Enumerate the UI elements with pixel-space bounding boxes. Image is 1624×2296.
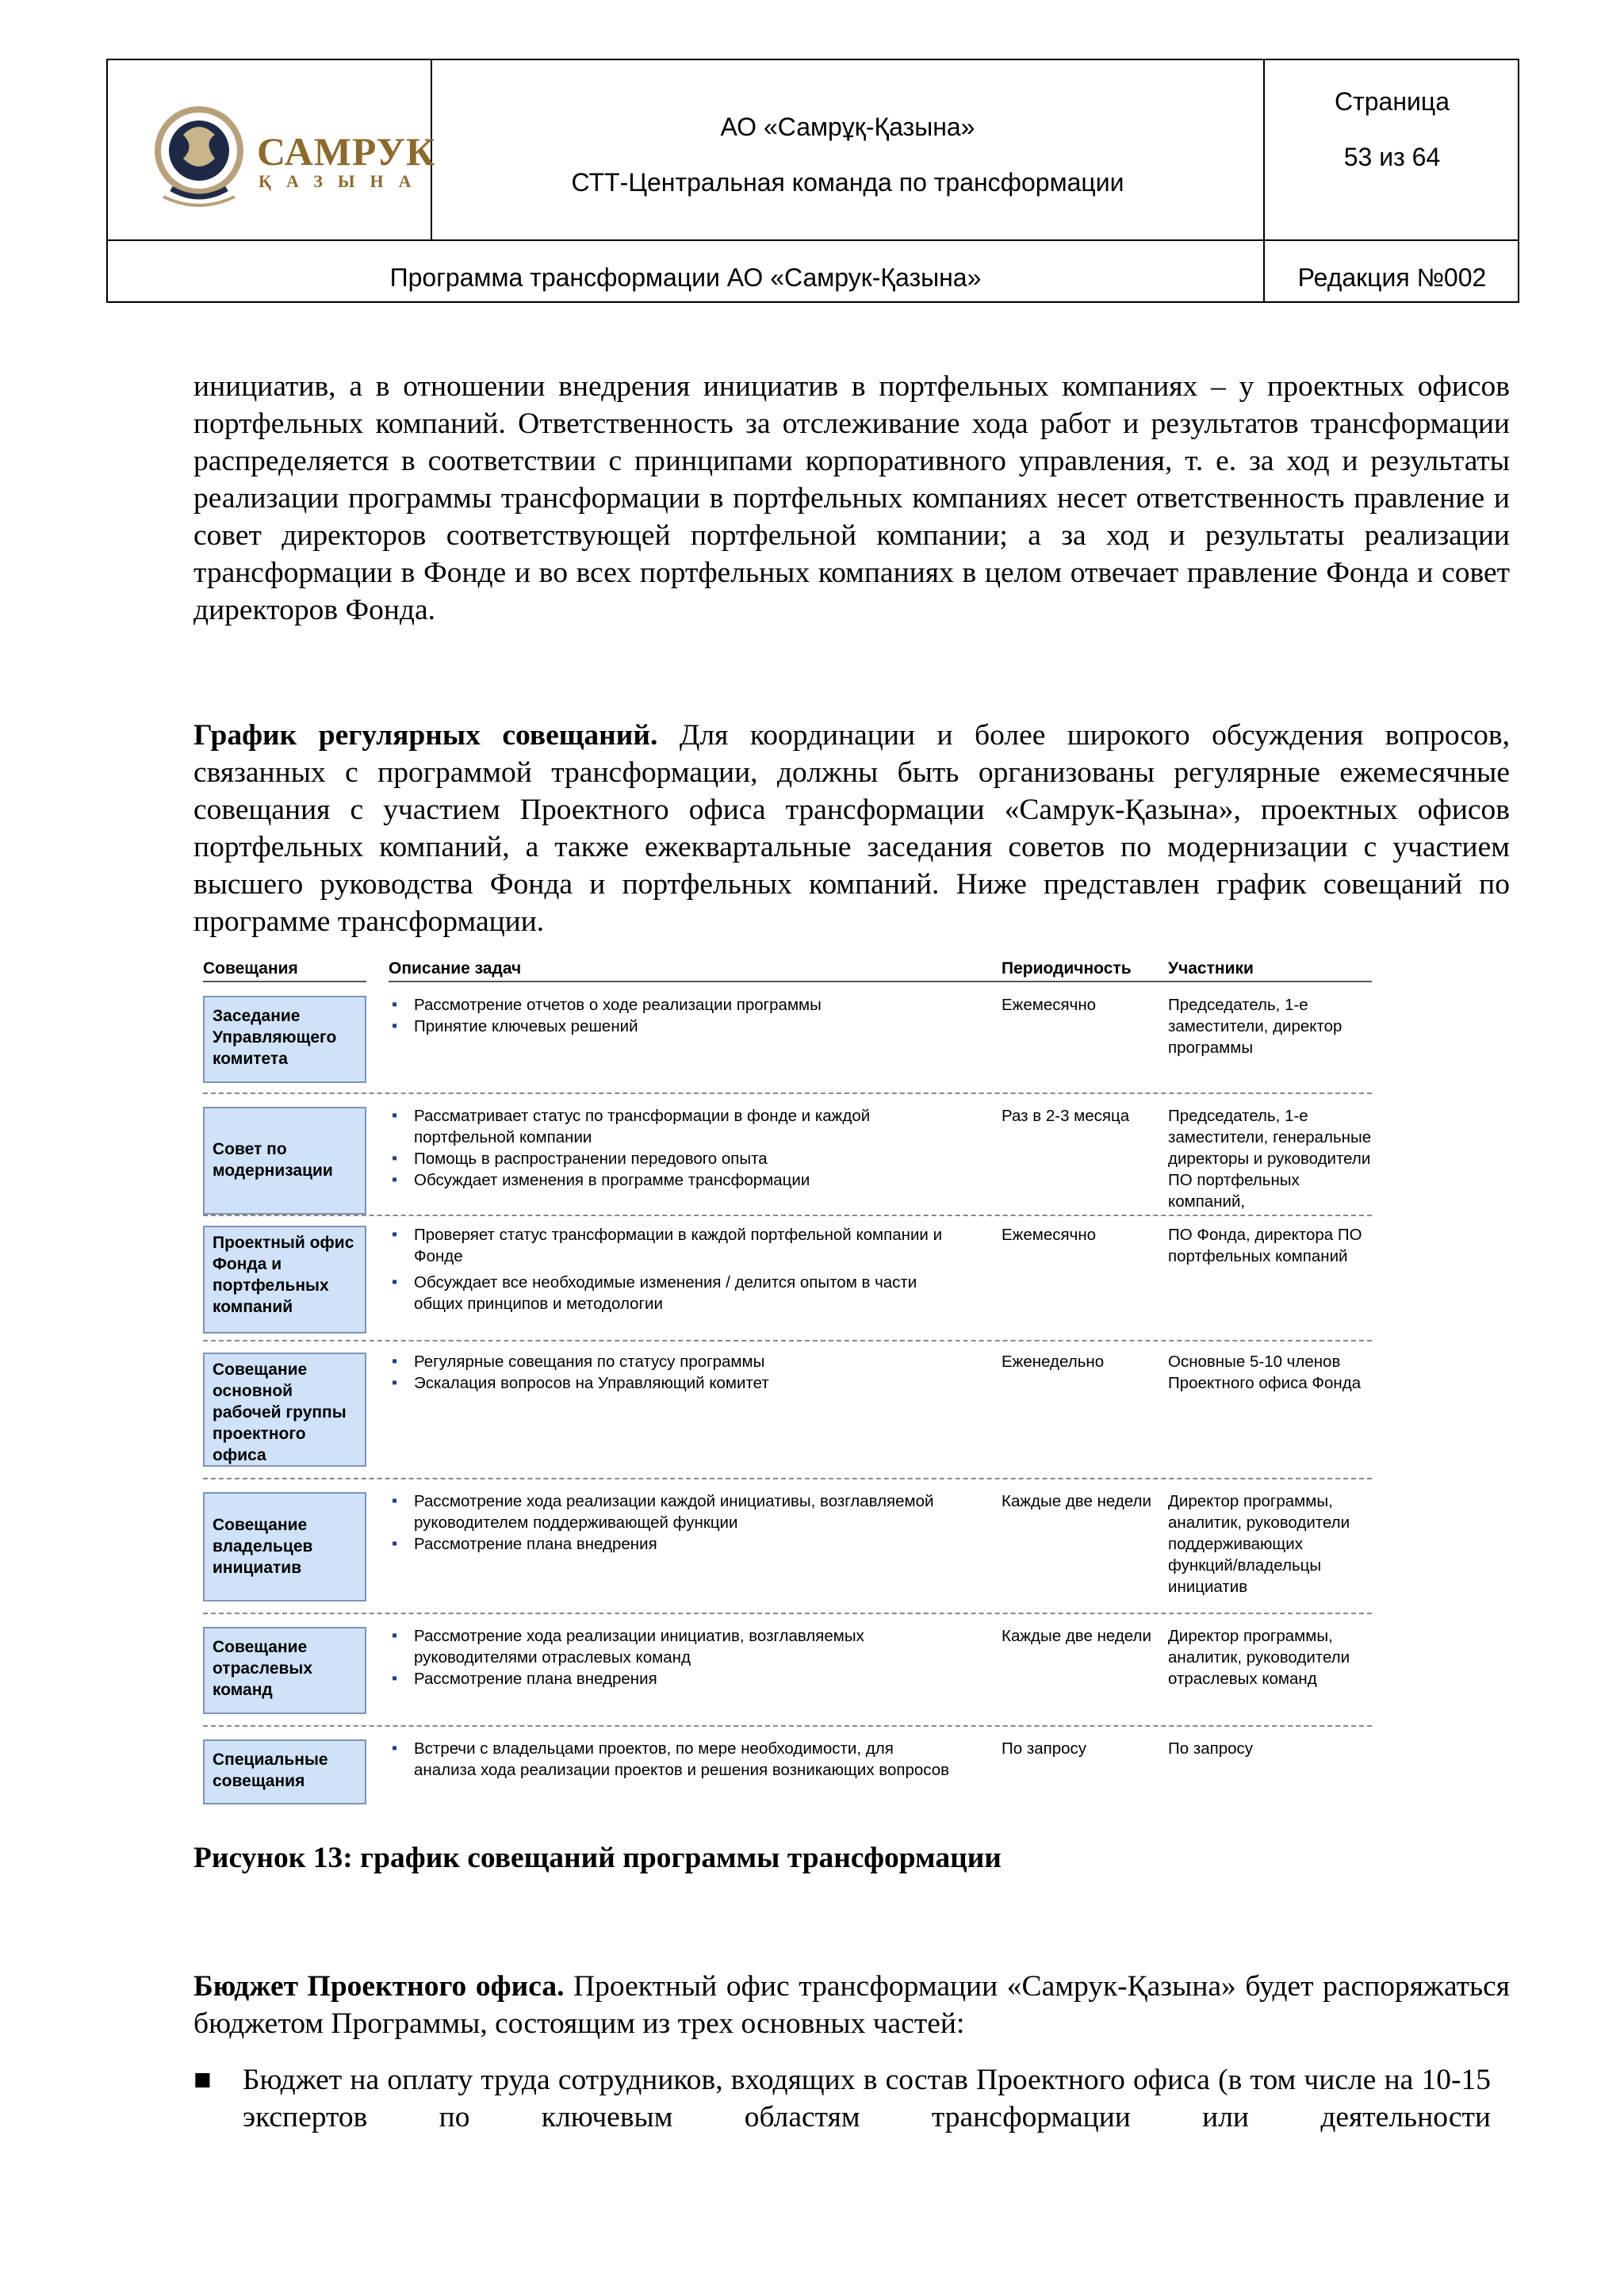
task-item: ▪ Обсуждает изменения в программе трансформации bbox=[389, 1169, 959, 1191]
document-header bbox=[106, 59, 1519, 303]
participants: Председатель, 1-е заместители, директор программы bbox=[1168, 996, 1342, 1057]
company-logo bbox=[147, 98, 436, 209]
col-header-meetings: Совещания bbox=[203, 959, 298, 978]
company-name: АО «Самрұқ-Қазына» bbox=[720, 113, 975, 141]
task-list bbox=[389, 1351, 959, 1394]
page-label: Страница bbox=[1334, 87, 1450, 116]
task-item: ▪ Рассмотрение хода реализации каждой инициативы, возглавляемой руководителем поддерживающей функции bbox=[389, 1490, 959, 1533]
task-item: ▪ Рассматривает статус по трансформации в фонде и каждой портфельной компании bbox=[389, 1105, 959, 1148]
paragraph-responsibility: инициатив, а в отношении внедрения инициатив в портфельных компаниях – у проектных офисов портфельных компаний. Ответственность за отслеживание хода работ и результатов трансформации распределяется в соответствии с принципами корпоративного управления, т. е. за ход и результаты реализации программы трансформации в портфельных компаниях несет ответственность правление и совет директоров соответствующей портфельной компании; а за ход и результаты реализации трансформации в Фонде и во всех портфельных компаниях в целом отвечает правление Фонда и совет директоров Фонда. bbox=[193, 370, 1510, 626]
team-name: СТТ-Центральная команда по трансформации bbox=[571, 168, 1124, 197]
participants: Председатель, 1-е заместители, генеральные директоры и руководители ПО портфельных компаний, bbox=[1168, 1107, 1372, 1211]
paragraph-budget bbox=[193, 1968, 1510, 2042]
period: Каждые две недели bbox=[1002, 1627, 1151, 1645]
logo-title: САМРУК bbox=[257, 129, 436, 174]
budget-text: Проектный офис трансформации «Самрук-Қазына» будет распоряжаться бюджетом Программы, состоящим из трех основных частей: bbox=[193, 1970, 1510, 2040]
meetings-figure bbox=[198, 951, 1372, 1808]
task-item: ▪ Рассмотрение хода реализации инициатив, возглавляемых руководителями отраслевых команд bbox=[389, 1625, 959, 1668]
task-list bbox=[389, 1105, 959, 1191]
budget-heading: Бюджет Проектного офиса. bbox=[193, 1970, 565, 2003]
participants: По запросу bbox=[1168, 1739, 1254, 1758]
period: Ежемесячно bbox=[1002, 1226, 1097, 1244]
col-header-participants: Участники bbox=[1168, 959, 1254, 978]
edition-label: Редакция №002 bbox=[1297, 263, 1487, 292]
participants: Основные 5-10 членов Проектного офиса Фонда bbox=[1168, 1353, 1362, 1392]
meeting-schedule-heading: График регулярных совещаний. bbox=[193, 719, 658, 752]
meeting-box: Совещание владельцев инициатив bbox=[203, 1492, 366, 1601]
task-item: ▪ Обсуждает все необходимые изменения / делится опытом в части общих принципов и методологии bbox=[389, 1272, 959, 1314]
period: Каждые две недели bbox=[1002, 1492, 1151, 1510]
paragraph-meeting-schedule bbox=[193, 717, 1510, 940]
program-title: Программа трансформации АО «Самрук-Қазына» bbox=[389, 263, 982, 292]
samruk-emblem-icon bbox=[147, 95, 251, 214]
participants: ПО Фонда, директора ПО портфельных компаний bbox=[1168, 1226, 1362, 1265]
task-list bbox=[389, 1490, 959, 1555]
meeting-box: Совещание основной рабочей группы проектного офиса bbox=[203, 1353, 366, 1467]
figure-caption: Рисунок 13: график совещаний программы трансформации bbox=[193, 1842, 1002, 1874]
col-header-tasks: Описание задач bbox=[389, 959, 522, 978]
col-header-period: Периодичность bbox=[1002, 959, 1132, 978]
task-item: ▪ Рассмотрение плана внедрения bbox=[389, 1668, 959, 1689]
task-list bbox=[389, 994, 959, 1037]
task-list bbox=[389, 1224, 959, 1314]
task-list bbox=[389, 1738, 959, 1781]
meeting-box: Специальные совещания bbox=[203, 1739, 366, 1804]
task-item: ▪ Эскалация вопросов на Управляющий комитет bbox=[389, 1372, 959, 1394]
participants: Директор программы, аналитик, руководители отраслевых команд bbox=[1168, 1627, 1350, 1688]
meeting-schedule-text: Для координации и более широкого обсуждения вопросов, связанных с программой трансформации, должны быть организованы регулярные ежемесячные совещания с участием Проектного офиса трансформации «Самрук-Қазына», проектных офисов портфельных компаний, а также ежеквартальные заседания советов по модернизации с участием высшего руководства Фонда и портфельных компаний. Ниже представлен график совещаний по программе трансформации. bbox=[193, 719, 1510, 938]
task-list bbox=[389, 1625, 959, 1689]
meeting-box: Проектный офис Фонда и портфельных компаний bbox=[203, 1226, 366, 1334]
task-item: ▪ Регулярные совещания по статусу программы bbox=[389, 1351, 959, 1372]
meeting-box: Заседание Управляющего комитета bbox=[203, 996, 366, 1083]
task-item: ▪ Проверяет статус трансформации в каждой портфельной компании и Фонде bbox=[389, 1224, 959, 1267]
period: Раз в 2-3 месяца bbox=[1002, 1107, 1130, 1125]
participants: Директор программы, аналитик, руководители поддерживающих функций/владельцы инициатив bbox=[1168, 1492, 1350, 1596]
task-item: ▪ Помощь в распространении передового опыта bbox=[389, 1148, 959, 1169]
meeting-box: Совет по модернизации bbox=[203, 1107, 366, 1215]
logo-subtitle: ҚАЗЫНА bbox=[259, 171, 427, 191]
period: Ежемесячно bbox=[1002, 996, 1097, 1014]
task-item: ▪ Встречи с владельцами проектов, по мере необходимости, для анализа хода реализации проектов и решения возникающих вопросов bbox=[389, 1738, 959, 1781]
task-item: ▪ Рассмотрение плана внедрения bbox=[389, 1533, 959, 1555]
period: Еженедельно bbox=[1002, 1353, 1105, 1371]
task-item: ▪ Принятие ключевых решений bbox=[389, 1016, 959, 1037]
bullet-marker: ■ bbox=[193, 2064, 212, 2096]
period: По запросу bbox=[1002, 1739, 1087, 1758]
page-number: 53 из 64 bbox=[1343, 143, 1441, 171]
task-item: ▪ Рассмотрение отчетов о ходе реализации программы bbox=[389, 994, 959, 1016]
bullet-text: Бюджет на оплату труда сотрудников, входящих в состав Проектного офиса (в том числе на 10-15 экспертов по ключевым областям трансформации или деятельности bbox=[243, 2064, 1491, 2133]
meeting-box: Совещание отраслевых команд bbox=[203, 1627, 366, 1714]
